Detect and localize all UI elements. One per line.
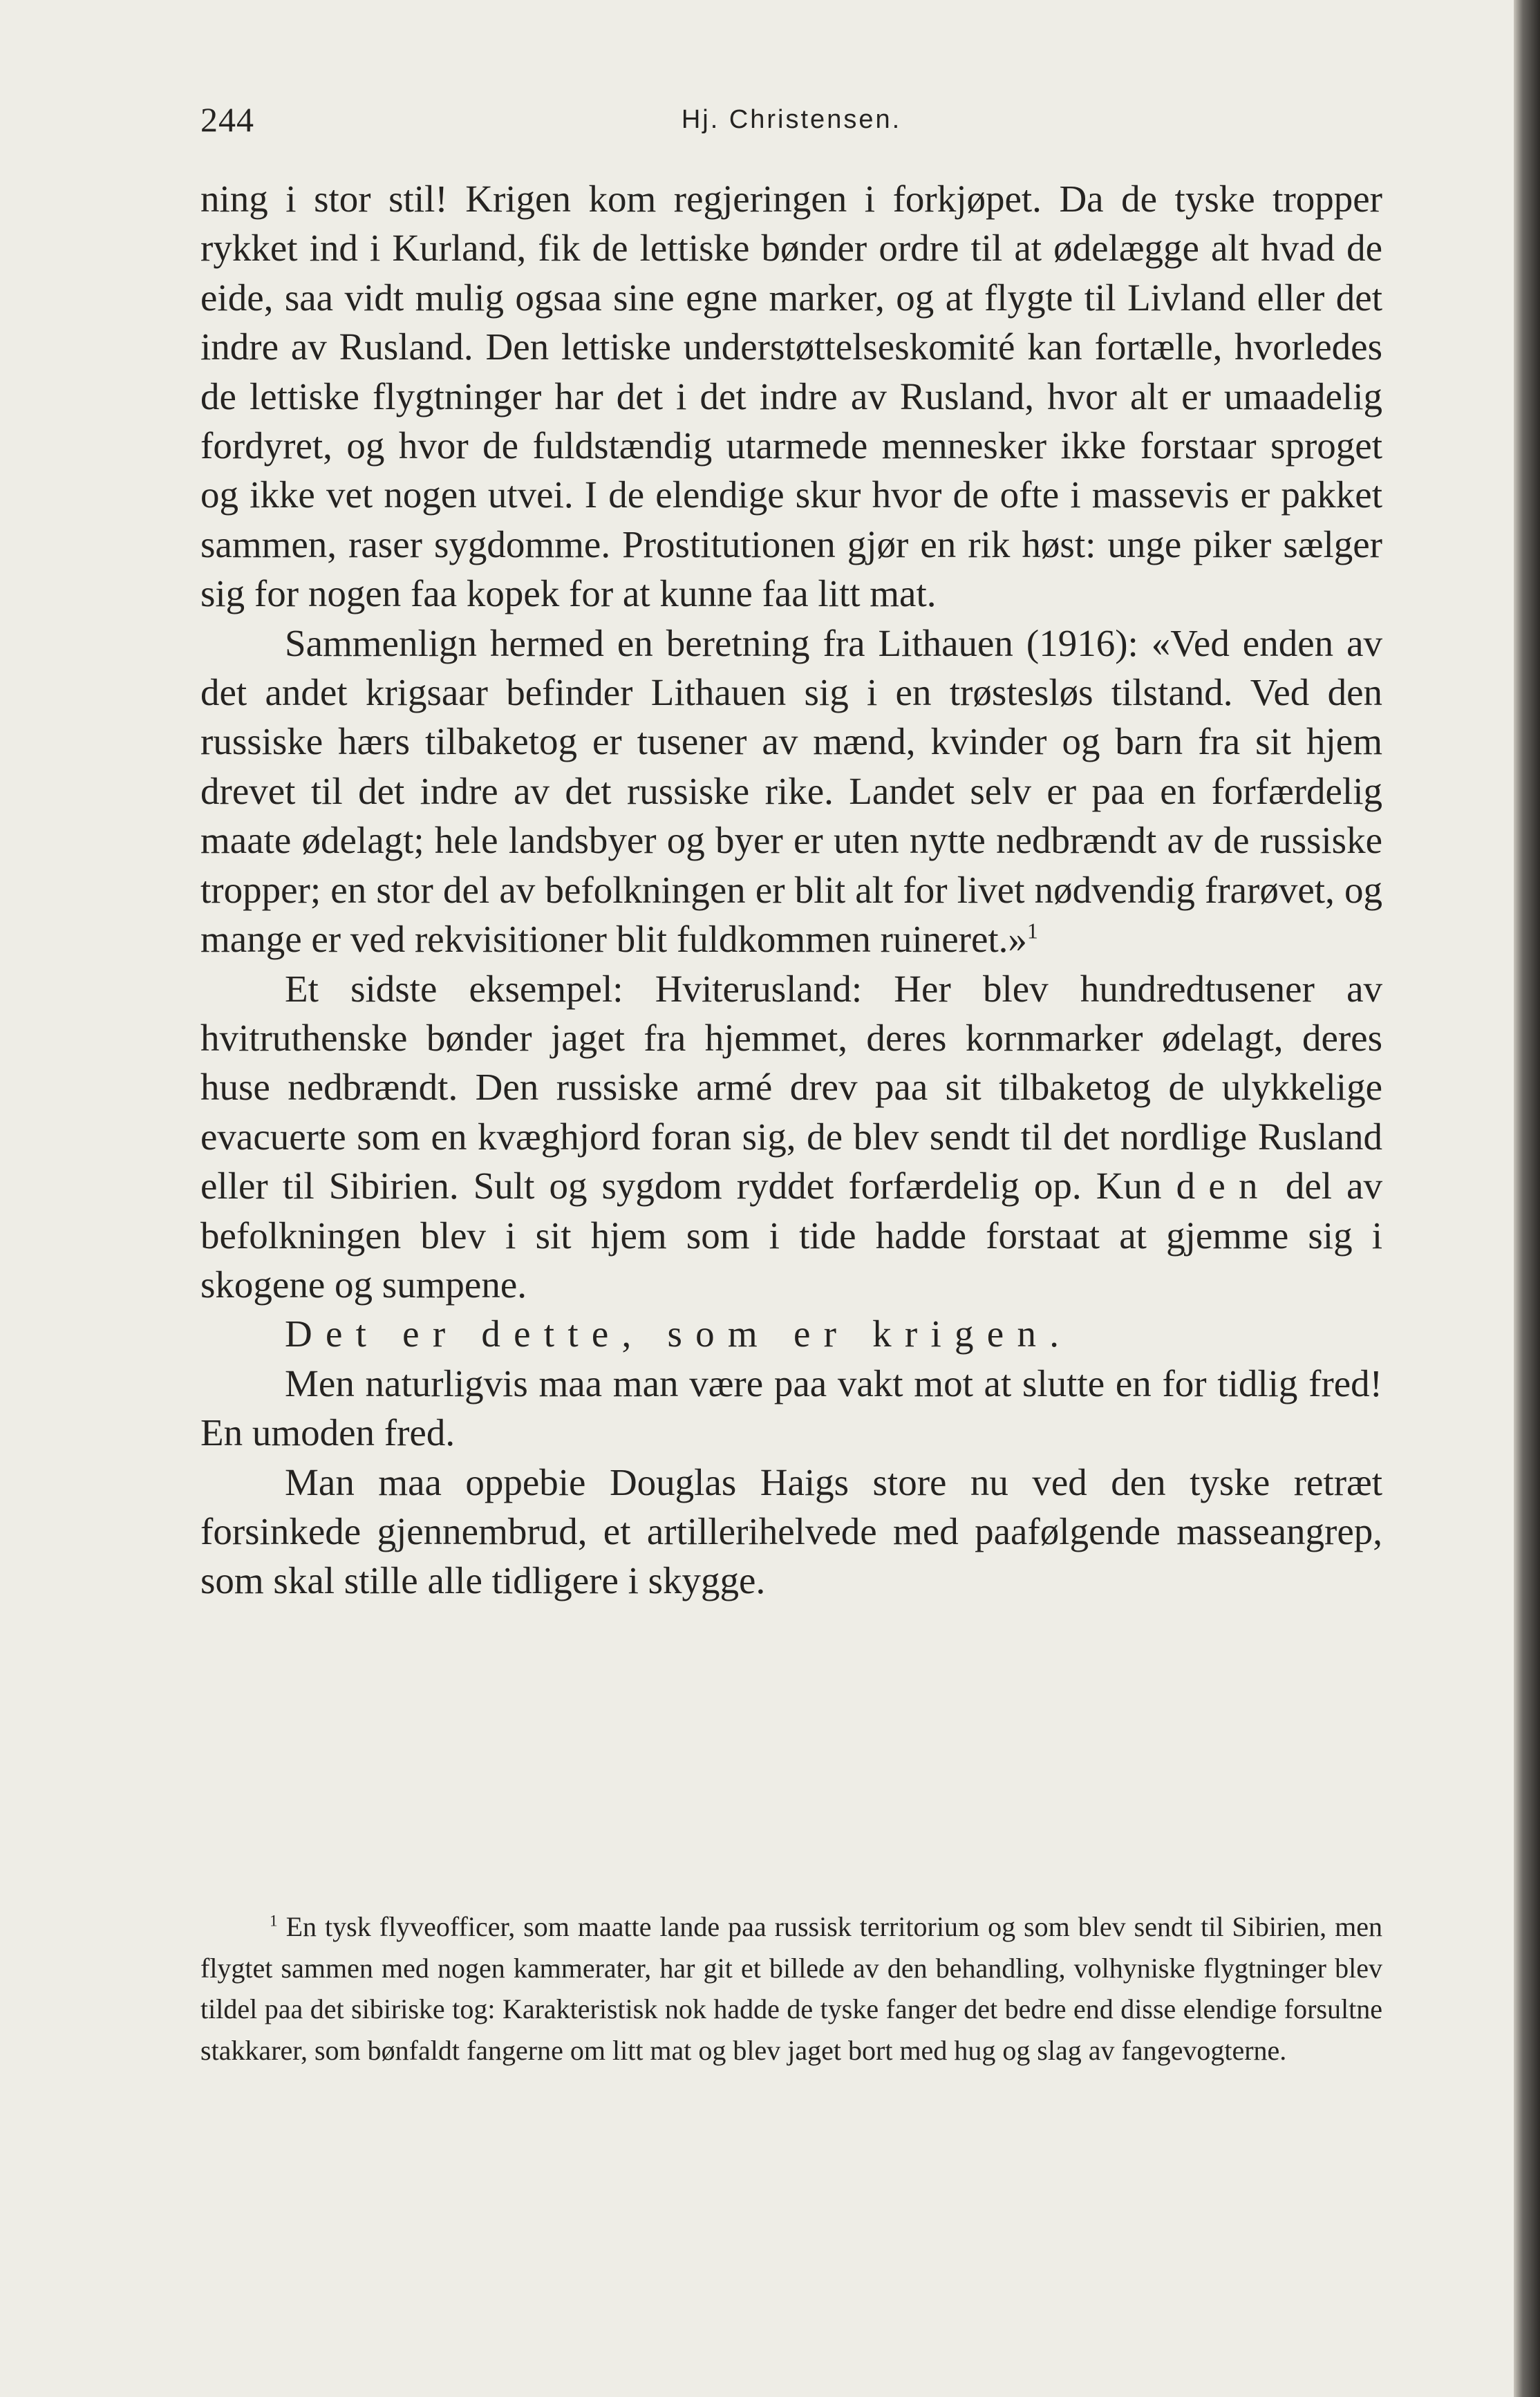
paragraph-6: Man maa oppebie Douglas Haigs store nu ved den tyske retræt forsinkede gjennembrud, et artillerihelvede med paafølgende masseangrep, som skal stille alle tidligere i skygge.: [200, 1460, 1382, 1602]
paragraph-1: ning i stor stil! Krigen kom regjeringen i forkjøpet. Da de tyske tropper rykket ind i Kurland, fik de lettiske bønder ordre til at ødelægge alt hvad de eide, saa vidt mulig ogsaa sine egne marker, og at flygte til Livland eller det indre av Rusland. Den lettiske understøttelseskomité kan fortælle, hvorledes de lettiske flygtninger har det i det indre av Rusland, hvor alt er umaadelig fordyret, og hvor de fuldstændig utarmede mennesker ikke forstaar sproget og ikke vet nogen utvei. I de elendige skur hvor de ofte i massevis er pakket sammen, raser sygdomme. Prostitutionen gjør en rik høst: unge piker sælger sig for nogen faa kopek for at kunne faa litt mat.: [200, 178, 1382, 615]
paragraph-2-text: Sammenlign hermed en beretning fra Lithauen (1916): «Ved enden av det andet krigsaar befinder Lithauen sig i en trøstesløs tilstand. Ved den russiske hærs tilbaketog er tusener av mænd, kvinder og barn fra sit hjem drevet til det indre av det russiske rike. Landet selv er paa en forfærdelig maate ødelagt; hele landsbyer og byer er uten nytte nedbrændt av de russiske tropper; en stor del av befolkningen er blit alt for livet nødvendig frarøvet, og mange er ved rekvisitioner blit fuldkommen ruineret.»: [200, 621, 1382, 961]
paragraph-3-text-b: del av befolkningen blev i sit hjem som i tide hadde forstaat at gjemme sig i skogene og sumpene.: [200, 1165, 1383, 1306]
footnote: [200, 1906, 1382, 2071]
paragraph-3-emphasis: den: [1176, 1165, 1271, 1207]
footnote-marker: 1: [270, 1912, 278, 1930]
paragraph-3: [200, 964, 1382, 1310]
page-header: [200, 95, 1382, 144]
body-text: [200, 174, 1382, 1606]
paragraph-3-text-a: Et sidste eksempel: Hviterusland: Her blev hundredtusener av hvitruthenske bønder jaget fra hjemmet, deres kornmarker ødelagt, deres huse nedbrændt. Den russiske armé drev paa sit tilbaketog de ulykkelige evacuerte som en kvæghjord foran sig, de blev sendt til det nordlige Rusland eller til Sibirien. Sult og sygdom ryddet forfærdelig op. Kun: [200, 967, 1382, 1207]
page-edge-shadow: [1514, 0, 1540, 2397]
paragraph-4: [200, 1309, 1382, 1358]
footnote-text: En tysk flyveofficer, som maatte lande paa russisk territorium og som blev sendt til Sibirien, men flygtet sammen med nogen kammerater, har git et billede av den behandling, volhyniske flygtninger blev tildel paa det sibiriske tog: Karakteristisk nok hadde de tyske fanger det bedre end disse elendige forsultne stakkarer, som bønfaldt fangerne om litt mat og blev jaget bort med hug og slag av fangevogterne.: [200, 1911, 1383, 2066]
running-title: Hj. Christensen.: [681, 105, 902, 134]
paragraph-4-emphasis: Det er dette, som er krigen.: [285, 1313, 1073, 1355]
page-number: 244: [200, 100, 254, 139]
paragraph-5: Men naturligvis maa man være paa vakt mot at slutte en for tidlig fred! En umoden fred.: [200, 1362, 1382, 1454]
paragraph-2: [200, 619, 1382, 964]
footnote-reference: 1: [1026, 919, 1038, 943]
